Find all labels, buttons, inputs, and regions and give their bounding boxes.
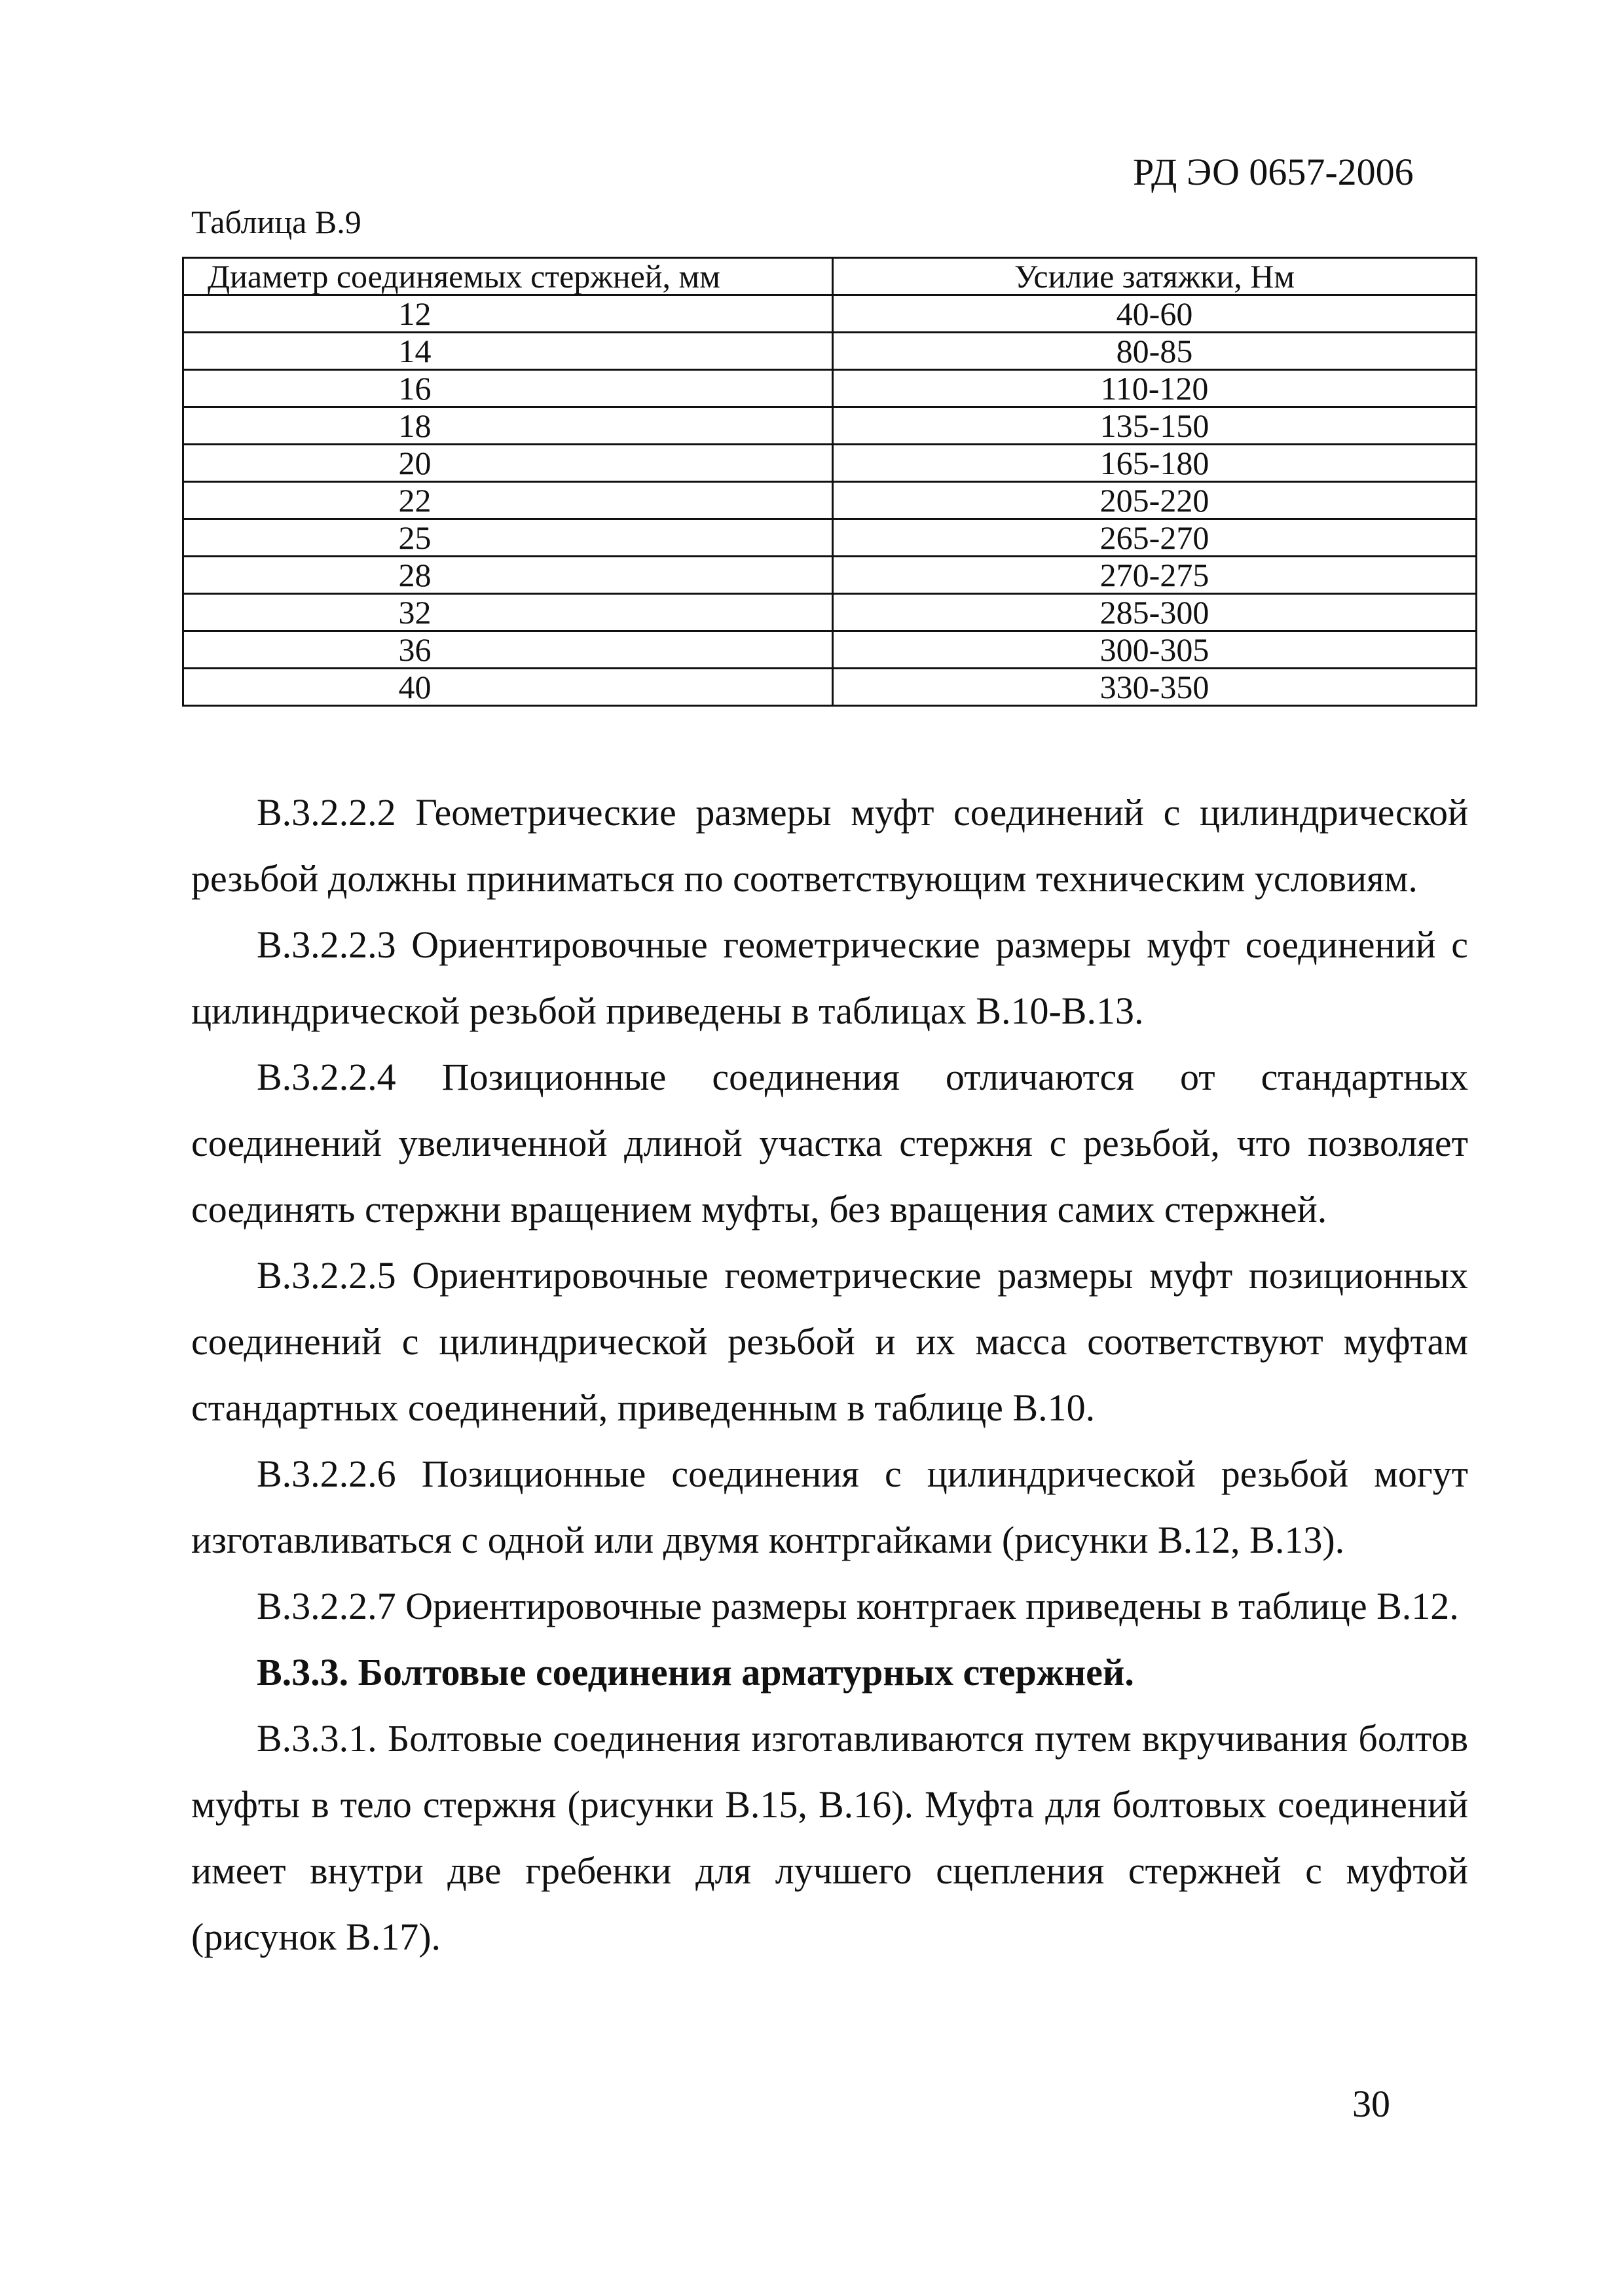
diameter-cell: 22 xyxy=(183,482,833,519)
table-row xyxy=(183,370,1477,407)
diameter-cell: 18 xyxy=(183,407,833,445)
table-row xyxy=(183,333,1477,370)
diameter-cell: 32 xyxy=(183,594,833,631)
body-text xyxy=(191,779,1468,1970)
torque-cell: 205-220 xyxy=(833,482,1477,519)
table-row xyxy=(183,482,1477,519)
table-row xyxy=(183,445,1477,482)
paragraph-b3222: В.3.2.2.2 Геометрические размеры муфт соединений с цилиндрической резьбой должны приниматься по соответствующим техническим условиям. xyxy=(191,791,1468,900)
paragraph-b3224: В.3.2.2.4 Позиционные соединения отличаются от стандартных соединений увеличенной длиной участка стержня с резьбой, что позволяет соединять стержни вращением муфты, без вращения самих стержней. xyxy=(191,1056,1468,1231)
paragraph-b331: В.3.3.1. Болтовые соединения изготавливаются путем вкручивания болтов муфты в тело стержня (рисунки В.15, В.16). Муфта для болтовых соединений имеет внутри две гребенки для лучшего сцепления стержней с муфтой (рисунок В.17). xyxy=(191,1717,1468,1958)
column-header-torque: Усилие затяжки, Нм xyxy=(833,258,1477,295)
torque-table xyxy=(182,257,1477,707)
paragraph-b3227: В.3.2.2.7 Ориентировочные размеры контргаек приведены в таблице В.12. xyxy=(257,1585,1459,1627)
torque-cell: 135-150 xyxy=(833,407,1477,445)
table-row xyxy=(183,519,1477,557)
torque-cell: 80-85 xyxy=(833,333,1477,370)
table-row xyxy=(183,407,1477,445)
section-heading: В.3.3. Болтовые соединения арматурных стержней. xyxy=(257,1651,1134,1694)
page-number: 30 xyxy=(1352,2083,1390,2125)
table-header-row xyxy=(183,258,1477,295)
table-row xyxy=(183,669,1477,706)
paragraph-b3225: В.3.2.2.5 Ориентировочные геометрические размеры муфт позиционных соединений с цилиндрической резьбой и их масса соответствуют муфтам стандартных соединений, приведенным в таблице В.10. xyxy=(191,1254,1468,1429)
diameter-cell: 20 xyxy=(183,445,833,482)
paragraph-b3226: В.3.2.2.6 Позиционные соединения с цилиндрической резьбой могут изготавливаться с одной или двумя контргайками (рисунки В.12, В.13). xyxy=(191,1453,1468,1561)
torque-cell: 270-275 xyxy=(833,557,1477,594)
table-row xyxy=(183,631,1477,669)
torque-cell: 110-120 xyxy=(833,370,1477,407)
table-caption: Таблица В.9 xyxy=(191,204,361,240)
torque-cell: 285-300 xyxy=(833,594,1477,631)
document-code: РД ЭО 0657-2006 xyxy=(1133,151,1414,193)
table-row xyxy=(183,594,1477,631)
torque-cell: 300-305 xyxy=(833,631,1477,669)
diameter-cell: 12 xyxy=(183,295,833,333)
diameter-cell: 25 xyxy=(183,519,833,557)
diameter-cell: 36 xyxy=(183,631,833,669)
torque-cell: 40-60 xyxy=(833,295,1477,333)
table-row xyxy=(183,557,1477,594)
diameter-cell: 28 xyxy=(183,557,833,594)
diameter-cell: 40 xyxy=(183,669,833,706)
torque-cell: 330-350 xyxy=(833,669,1477,706)
diameter-cell: 16 xyxy=(183,370,833,407)
diameter-cell: 14 xyxy=(183,333,833,370)
table-row xyxy=(183,295,1477,333)
torque-cell: 165-180 xyxy=(833,445,1477,482)
column-header-diameter: Диаметр соединяемых стержней, мм xyxy=(183,258,833,295)
torque-cell: 265-270 xyxy=(833,519,1477,557)
paragraph-b3223: В.3.2.2.3 Ориентировочные геометрические размеры муфт соединений с цилиндрической резьбой приведены в таблицах В.10-В.13. xyxy=(191,923,1468,1032)
